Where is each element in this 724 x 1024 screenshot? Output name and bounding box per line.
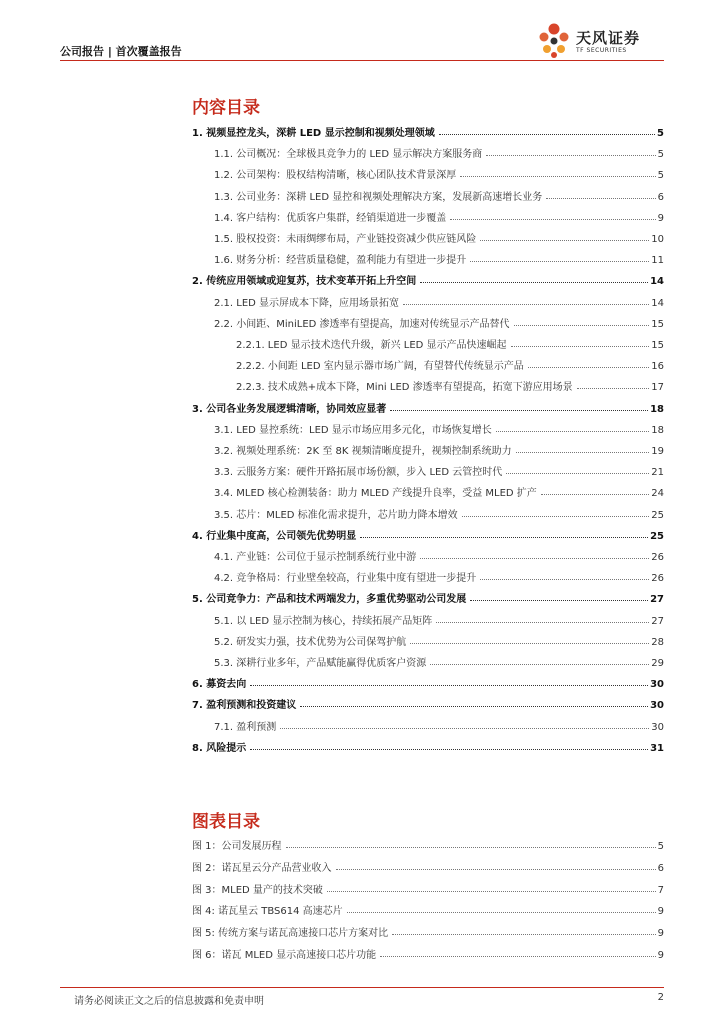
- figure-entry[interactable]: [192, 856, 664, 874]
- figures-title: 图表目录: [192, 812, 260, 832]
- logo-english-name: TF SECURITIES: [576, 47, 627, 54]
- toc-entry-page: 16: [651, 361, 664, 373]
- header-title: 公司报告 | 首次覆盖报告: [60, 45, 182, 58]
- dot-leader: [470, 600, 648, 601]
- footer-disclaimer: 请务必阅读正文之后的信息披露和免责申明: [74, 996, 264, 1007]
- toc-entry-page: 26: [651, 552, 664, 563]
- toc-entry-title: 1. 视频显控龙头，深耕 LED 显示控制和视频处理领域: [192, 128, 435, 139]
- toc-entry[interactable]: [192, 566, 664, 584]
- figure-entry-page: 9: [657, 950, 664, 961]
- toc-entry[interactable]: [192, 460, 664, 478]
- toc-entry[interactable]: [192, 439, 664, 457]
- dot-leader: [528, 367, 650, 368]
- toc-entry[interactable]: [192, 609, 664, 627]
- figure-entry-title: 图 1：公司发展历程: [192, 841, 282, 852]
- page-number: 2: [657, 992, 664, 1003]
- dot-leader: [360, 537, 648, 538]
- toc-entry[interactable]: [192, 545, 664, 563]
- toc-entry-page: 18: [651, 424, 664, 436]
- toc-entry-title: 3.3. 云服务方案：硬件开路拓展市场份额，步入 LED 云管控时代: [214, 467, 503, 479]
- toc-entry[interactable]: [192, 397, 664, 415]
- toc-entry-page: 15: [651, 340, 664, 351]
- toc-entry-title: 1.2. 公司架构：股权结构清晰，核心团队技术背景深厚: [214, 170, 457, 182]
- toc-entry[interactable]: [192, 693, 664, 711]
- dot-leader: [410, 643, 649, 644]
- dot-leader: [390, 410, 648, 411]
- toc-entry-page: 25: [650, 530, 664, 542]
- toc-entry-page: 27: [651, 615, 664, 627]
- toc-entry-title: 5.3. 深耕行业多年，产品赋能赢得优质客户资源: [214, 658, 427, 669]
- dot-leader: [286, 847, 656, 848]
- toc-entry-page: 19: [651, 446, 664, 457]
- toc-entry[interactable]: [192, 121, 664, 139]
- dot-leader: [496, 431, 649, 432]
- toc-entry-page: 5: [657, 149, 664, 161]
- figure-entry-page: 7: [657, 884, 664, 896]
- dot-leader: [250, 685, 648, 686]
- toc-entry-title: 5. 公司竞争力：产品和技术两端发力，多重优势驱动公司发展: [192, 594, 467, 606]
- toc-entry-page: 14: [650, 276, 664, 288]
- toc-entry-page: 27: [650, 594, 664, 606]
- toc-entry-title: 1.6. 财务分析：经营质量稳健，盈利能力有望进一步提升: [214, 255, 467, 267]
- toc-entry[interactable]: [192, 524, 664, 542]
- figure-entry-title: 图 5: 传统方案与诺瓦高速接口芯片方案对比: [192, 928, 389, 940]
- toc-entry-page: 31: [650, 742, 664, 754]
- dot-leader: [380, 956, 656, 957]
- dot-leader: [516, 452, 650, 453]
- dot-leader: [420, 282, 648, 283]
- toc-entry-title: 2.1. LED 显示屏成本下降，应用场景拓宽: [214, 297, 400, 309]
- toc-entry[interactable]: [192, 715, 664, 733]
- company-logo: [534, 20, 664, 60]
- toc-entry-page: 30: [650, 679, 664, 691]
- footer-divider: [60, 987, 664, 988]
- dot-leader: [462, 516, 650, 517]
- dot-leader: [577, 388, 650, 389]
- dot-leader: [460, 176, 655, 177]
- toc-entry-title: 2.2.3. 技术成熟+成本下降，Mini LED 渗透率有望提高，拓宽下游应用场景: [236, 382, 573, 394]
- toc-entry-title: 2. 传统应用领域或迎复苏，技术变革开拓上升空间: [192, 276, 417, 288]
- toc-entry-page: 24: [651, 488, 664, 500]
- toc-entry-page: 6: [657, 191, 664, 203]
- dot-leader: [250, 749, 648, 750]
- toc-entry[interactable]: [192, 587, 664, 605]
- figure-entry-title: 图 3：MLED 量产的技术突破: [192, 884, 323, 896]
- toc-entry-title: 3. 公司各业务发展逻辑清晰，协同效应显著: [192, 403, 387, 415]
- dot-leader: [480, 240, 649, 241]
- toc-entry-title: 4.1. 产业链：公司位于显示控制系统行业中游: [214, 552, 417, 563]
- figure-entry[interactable]: [192, 834, 664, 852]
- dot-leader: [327, 891, 656, 892]
- toc-entry-title: 1.4. 客户结构：优质客户集群，经销渠道进一步覆盖: [214, 212, 447, 224]
- dot-leader: [336, 869, 656, 870]
- logo-chinese-name: 天风证券: [576, 29, 641, 47]
- toc-entry-title: 2.2.2. 小间距 LED 室内显示器市场广阔，有望替代传统显示产品: [236, 361, 524, 373]
- figure-entry-title: 图 6：诺瓦 MLED 显示高速接口芯片功能: [192, 950, 377, 961]
- toc-entry[interactable]: [192, 375, 664, 393]
- toc-entry-page: 30: [651, 721, 664, 733]
- dot-leader: [486, 155, 655, 156]
- toc-entry-page: 14: [651, 297, 664, 309]
- dot-leader: [280, 728, 649, 729]
- toc-entry[interactable]: [192, 736, 664, 754]
- toc-entry-title: 3.5. 芯片：MLED 标准化需求提升，芯片助力降本增效: [214, 509, 458, 521]
- toc-entry[interactable]: [192, 163, 664, 181]
- toc-entry-page: 5: [657, 170, 664, 182]
- toc-entry-page: 17: [651, 382, 664, 394]
- dot-leader: [511, 346, 650, 347]
- toc-entry-page: 9: [657, 212, 664, 224]
- toc-entry[interactable]: [192, 142, 664, 160]
- toc-entry[interactable]: [192, 651, 664, 669]
- toc-entry-page: 15: [651, 318, 664, 330]
- toc-entry[interactable]: [192, 418, 664, 436]
- dot-leader: [392, 934, 656, 935]
- toc-entry-title: 5.2. 研发实力强，技术优势为公司保驾护航: [214, 636, 407, 648]
- toc-entry-page: 18: [650, 403, 664, 415]
- toc-entry[interactable]: [192, 269, 664, 287]
- toc-entry[interactable]: [192, 503, 664, 521]
- dot-leader: [541, 494, 649, 495]
- toc-entry-page: 10: [651, 234, 664, 245]
- toc-entry-page: 30: [650, 700, 664, 712]
- figure-entry-page: 9: [657, 906, 664, 918]
- toc-entry-title: 3.1. LED 显控系统：LED 显示市场应用多元化，市场恢复增长: [214, 424, 492, 436]
- toc-entry[interactable]: [192, 354, 664, 372]
- dot-leader: [470, 261, 649, 262]
- figure-entry[interactable]: [192, 921, 664, 939]
- dot-leader: [300, 706, 648, 707]
- figure-entry-title: 图 4: 诺瓦星云 TBS614 高速芯片: [192, 906, 343, 918]
- figure-entry-page: 9: [657, 928, 664, 940]
- dot-leader: [430, 664, 649, 665]
- toc-entry-page: 21: [651, 467, 664, 479]
- toc-entry[interactable]: [192, 333, 664, 351]
- toc-entry[interactable]: [192, 185, 664, 203]
- dot-leader: [420, 558, 649, 559]
- toc-entry-title: 7.1. 盈利预测: [214, 721, 277, 733]
- dot-leader: [347, 912, 656, 913]
- dot-leader: [480, 579, 649, 580]
- toc-entry-page: 25: [651, 509, 664, 521]
- dot-leader: [436, 622, 649, 623]
- toc-entry-page: 5: [657, 128, 664, 139]
- toc-entry-title: 2.2.1. LED 显示技术迭代升级，新兴 LED 显示产品快速崛起: [236, 340, 507, 351]
- toc-entry-page: 26: [651, 573, 664, 585]
- dot-leader: [403, 304, 649, 305]
- figure-entry[interactable]: [192, 899, 664, 917]
- toc-entry[interactable]: [192, 481, 664, 499]
- toc-entry[interactable]: [192, 672, 664, 690]
- toc-entry-title: 1.1. 公司概况：全球极具竞争力的 LED 显示解决方案服务商: [214, 149, 483, 161]
- toc-entry-page: 11: [651, 255, 664, 267]
- toc-entry[interactable]: [192, 630, 664, 648]
- figure-entry-page: 6: [657, 862, 664, 874]
- toc-entry-page: 29: [651, 658, 664, 669]
- dot-leader: [439, 134, 655, 135]
- toc-entry-title: 3.2. 视频处理系统：2K 至 8K 视频清晰度提升，视频控制系统助力: [214, 446, 512, 457]
- toc-entry-title: 3.4. MLED 核心检测装备：助力 MLED 产线提升良率，受益 MLED 扩产: [214, 488, 537, 500]
- toc-entry[interactable]: [192, 248, 664, 266]
- toc-entry[interactable]: [192, 312, 664, 330]
- dot-leader: [506, 473, 649, 474]
- toc-entry-title: 1.5. 股权投资：未雨绸缪布局，产业链投资减少供应链风险: [214, 234, 477, 245]
- toc-entry-title: 4.2. 竞争格局：行业壁垒较高，行业集中度有望进一步提升: [214, 573, 477, 585]
- toc-entry-page: 28: [651, 636, 664, 648]
- header-divider: [60, 60, 664, 61]
- toc-entry-title: 7. 盈利预测和投资建议: [192, 700, 297, 712]
- toc-entry[interactable]: [192, 227, 664, 245]
- figure-entry[interactable]: [192, 943, 664, 961]
- dot-leader: [546, 198, 655, 199]
- figure-entry[interactable]: [192, 878, 664, 896]
- toc-entry[interactable]: [192, 291, 664, 309]
- toc-entry-title: 2.2. 小间距、MiniLED 渗透率有望提高，加速对传统显示产品替代: [214, 318, 510, 330]
- figure-entry-title: 图 2：诺瓦星云分产品营业收入: [192, 862, 332, 874]
- toc-entry[interactable]: [192, 206, 664, 224]
- dot-leader: [514, 325, 650, 326]
- figure-entry-page: 5: [657, 841, 664, 852]
- toc-entry-title: 6. 募资去向: [192, 679, 247, 691]
- toc-entry-title: 5.1. 以 LED 显示控制为核心，持续拓展产品矩阵: [214, 615, 433, 627]
- toc-entry-title: 4. 行业集中度高，公司领先优势明显: [192, 530, 357, 542]
- dot-leader: [450, 219, 655, 220]
- toc-title: 内容目录: [192, 98, 260, 118]
- flower-logo-icon: [534, 22, 574, 60]
- toc-entry-title: 1.3. 公司业务：深耕 LED 显控和视频处理解决方案，发展新高速增长业务: [214, 191, 543, 203]
- toc-entry-title: 8. 风险提示: [192, 742, 247, 754]
